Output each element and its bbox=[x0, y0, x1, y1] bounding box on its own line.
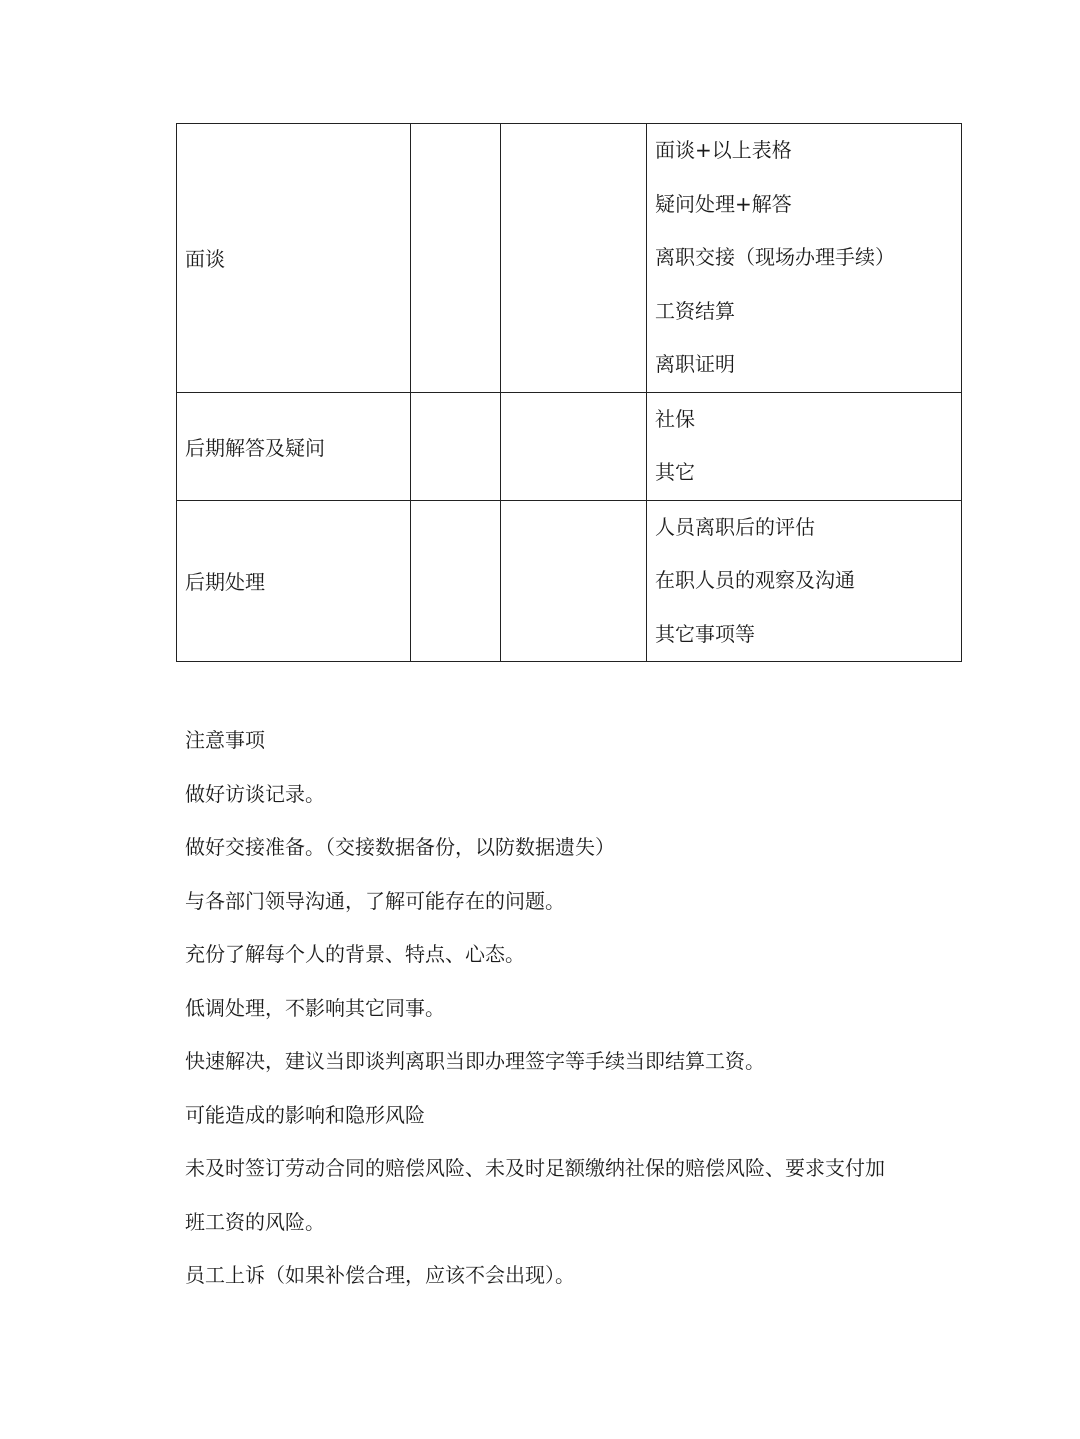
empty-cell bbox=[501, 392, 647, 500]
process-table bbox=[176, 123, 962, 662]
list-item: 其它 bbox=[655, 460, 695, 484]
risks-heading: 可能造成的影响和隐形风险 bbox=[185, 1102, 425, 1127]
note-line: 快速解决，建议当即谈判离职当即办理签字等手续当即结算工资。 bbox=[185, 1049, 765, 1073]
list-item: 社保 bbox=[655, 406, 695, 431]
list-item: 离职证明 bbox=[655, 352, 735, 376]
detail-list bbox=[655, 124, 953, 392]
empty-cell bbox=[501, 124, 647, 393]
empty-cell bbox=[411, 500, 501, 662]
stage-cell: 面谈 bbox=[177, 124, 411, 393]
list-item: 人员离职后的评估 bbox=[655, 514, 815, 539]
notes-section bbox=[185, 714, 945, 1303]
details-cell bbox=[647, 500, 962, 662]
list-item: 工资结算 bbox=[655, 298, 735, 323]
note-line: 未及时签订劳动合同的赔偿风险、未及时足额缴纳社保的赔偿风险、要求支付加 bbox=[185, 1156, 885, 1180]
details-cell bbox=[647, 392, 962, 500]
note-line: 做好交接准备。（交接数据备份，以防数据遗失） bbox=[185, 835, 615, 859]
details-cell bbox=[647, 124, 962, 393]
note-line: 低调处理，不影响其它同事。 bbox=[185, 995, 445, 1020]
note-line: 充份了解每个人的背景、特点、心态。 bbox=[185, 942, 525, 966]
stage-cell: 后期解答及疑问 bbox=[177, 392, 411, 500]
table-row bbox=[177, 392, 962, 500]
note-line: 员工上诉（如果补偿合理，应该不会出现）。 bbox=[185, 1263, 575, 1287]
list-item: 在职人员的观察及沟通 bbox=[655, 568, 855, 592]
detail-list bbox=[655, 501, 953, 662]
list-item: 离职交接（现场办理手续） bbox=[655, 245, 895, 269]
empty-cell bbox=[411, 392, 501, 500]
table-row bbox=[177, 500, 962, 662]
stage-cell: 后期处理 bbox=[177, 500, 411, 662]
empty-cell bbox=[411, 124, 501, 393]
list-item: 其它事项等 bbox=[655, 621, 755, 646]
note-line: 与各部门领导沟通，了解可能存在的问题。 bbox=[185, 888, 565, 913]
note-line: 做好访谈记录。 bbox=[185, 781, 325, 806]
detail-list bbox=[655, 393, 953, 500]
list-item: 疑问处理+解答 bbox=[655, 191, 792, 216]
notes-heading: 注意事项 bbox=[185, 728, 265, 752]
note-line: 班工资的风险。 bbox=[185, 1209, 325, 1234]
table-row bbox=[177, 124, 962, 393]
list-item: 面谈+以上表格 bbox=[655, 138, 792, 162]
empty-cell bbox=[501, 500, 647, 662]
